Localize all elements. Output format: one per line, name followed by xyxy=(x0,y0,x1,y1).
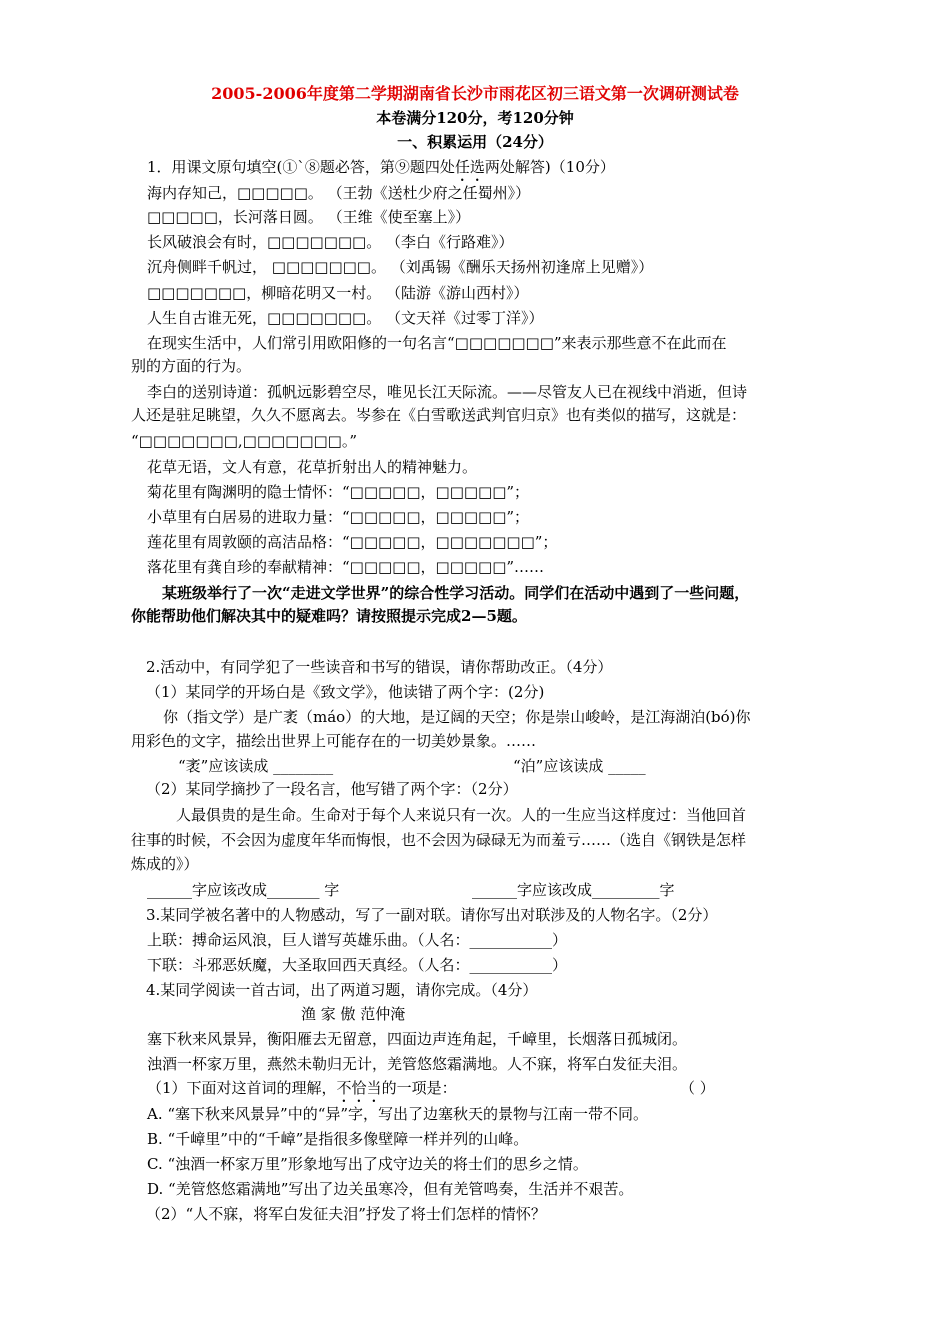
q2-line: （1）某同学的开场白是《致文学》，他读错了两个字：(2分) xyxy=(146,683,545,701)
q1-line: 人还是驻足眺望，久久不愿离去。岑参在《白雪歌送武判官归京》也有类似的描写，这就是： xyxy=(131,406,747,424)
answer-blank: ______字应该改成_______ 字 xyxy=(147,881,340,899)
option-b: B. “千嶂里”中的“千嶂”是指很多像壁障一样并列的山峰。 xyxy=(147,1130,529,1148)
q2-line: 你（指文学）是广袤（máo）的大地，是辽阔的天空；你是崇山峻岭，是江海湖泊(bó)你 xyxy=(163,708,751,726)
q1-line: 小草里有白居易的进取力量：“□□□□□，□□□□□”； xyxy=(147,508,530,526)
poem-title: 渔 家 傲 范仲淹 xyxy=(301,1005,406,1023)
poem-line: 塞下秋来风景异，衡阳雁去无留意，四面边声连角起，千嶂里，长烟落日孤城闭。 xyxy=(147,1030,688,1048)
q1-prompt: 1．用课文原句填空(①`⑧题必答，第⑨题四处任选两处解答)（10分） xyxy=(147,158,615,176)
q1-line: 莲花里有周敦颐的高洁品格：“□□□□□，□□□□□□□”； xyxy=(147,533,558,551)
emphasis-text: 任选 xyxy=(454,158,485,176)
q2-prompt: 2.活动中，有同学犯了一些读音和书写的错误，请你帮助改正。（4分） xyxy=(146,658,613,676)
q2-line: 炼成的》） xyxy=(131,855,199,873)
section-heading: 一、积累运用（24分） xyxy=(397,133,553,151)
q1-line: 菊花里有陶渊明的隐士情怀：“□□□□□，□□□□□”； xyxy=(147,483,530,501)
q3-prompt: 3.某同学被名著中的人物感动，写了一副对联。请你写出对联涉及的人物名字。（2分） xyxy=(146,906,718,924)
emphasis-text: 不恰当 xyxy=(336,1079,382,1097)
q1-line: “□□□□□□□,□□□□□□□。” xyxy=(131,432,358,450)
q3-line: 下联：斗邪恶妖魔，大圣取回西天真经。（人名：___________） xyxy=(147,956,568,974)
exam-subtitle: 本卷满分120分，考120分钟 xyxy=(376,109,574,127)
q2-line: 人最俱贵的是生命。生命对于每个人来说只有一次。人的一生应当这样度过：当他回首 xyxy=(176,806,747,824)
q2-line: （2）某同学摘抄了一段名言，他写错了两个字：（2分） xyxy=(146,780,518,798)
q1-line: 海内存知己，□□□□□。 （王勃《送杜少府之任蜀州》） xyxy=(147,184,531,202)
answer-blank: “袤”应该读成 ________ xyxy=(178,757,334,775)
q1-line: 花草无语，文人有意，花草折射出人的精神魅力。 xyxy=(147,458,478,476)
q4-subquestion: （1）下面对这首词的理解，不恰当的一项是： xyxy=(147,1079,457,1097)
poem-line: 浊酒一杯家万里，燕然未勒归无计，羌管悠悠霜满地。人不寐，将军白发征夫泪。 xyxy=(147,1055,688,1073)
answer-paren: （ ） xyxy=(680,1079,715,1097)
q3-line: 上联：搏命运风浪，巨人谱写英雄乐曲。（人名：___________） xyxy=(147,931,568,949)
q1-line: 沉舟侧畔千帆过， □□□□□□□。 （刘禹锡《酬乐天扬州初逢席上见赠》） xyxy=(147,258,654,276)
answer-blank: ______字应该改成_________字 xyxy=(472,881,675,899)
activity-intro: 你能帮助他们解决其中的疑难吗？请按照提示完成2—5题。 xyxy=(131,607,527,625)
q1-line: 长风破浪会有时，□□□□□□□。 （李白《行路难》） xyxy=(147,233,514,251)
q1-line: 在现实生活中，人们常引用欧阳修的一句名言“□□□□□□□”来表示那些意不在此而在 xyxy=(147,334,727,352)
q1-line: 别的方面的行为。 xyxy=(131,357,252,375)
option-d: D. “羌管悠悠霜满地”写出了边关虽寒冷，但有羌管鸣奏，生活并不艰苦。 xyxy=(147,1180,634,1198)
q1-line: □□□□□，长河落日圆。 （王维《使至塞上》） xyxy=(147,208,471,226)
q2-line: 用彩色的文字，描绘出世界上可能存在的一切美妙景象。…… xyxy=(131,732,537,750)
activity-intro: 某班级举行了一次“走进文学世界”的综合性学习活动。同学们在活动中遇到了一些问题， xyxy=(162,584,750,602)
q4-prompt: 4.某同学阅读一首古词，出了两道习题，请你完成。（4分） xyxy=(146,981,538,999)
q2-line: 往事的时候，不会因为虚度年华而悔恨，也不会因为碌碌无为而羞亏……（选自《钢铁是怎样 xyxy=(131,831,747,849)
q1-line: 李白的送别诗道：孤帆远影碧空尽，唯见长江天际流。——尽管友人已在视线中消逝，但诗 xyxy=(147,383,748,401)
option-c: C. “浊酒一杯家万里”形象地写出了戍守边关的将士们的思乡之情。 xyxy=(147,1155,588,1173)
q1-line: 落花里有龚自珍的奉献精神：“□□□□□，□□□□□”…… xyxy=(147,558,545,576)
q1-line: 人生自古谁无死，□□□□□□□。 （文天祥《过零丁洋》） xyxy=(147,309,544,327)
q1-line: □□□□□□□，柳暗花明又一村。 （陆游《游山西村》） xyxy=(147,284,529,302)
q4-subquestion: （2）“人不寐，将军白发征夫泪”抒发了将士们怎样的情怀？ xyxy=(146,1205,546,1223)
option-a: A. “塞下秋来风景异”中的“异”字，写出了边塞秋天的景物与江南一带不同。 xyxy=(147,1105,649,1123)
answer-blank: “泊”应该读成 _____ xyxy=(513,757,646,775)
exam-title: 2005-2006年度第二学期湖南省长沙市雨花区初三语文第一次调研测试卷 xyxy=(211,84,739,103)
